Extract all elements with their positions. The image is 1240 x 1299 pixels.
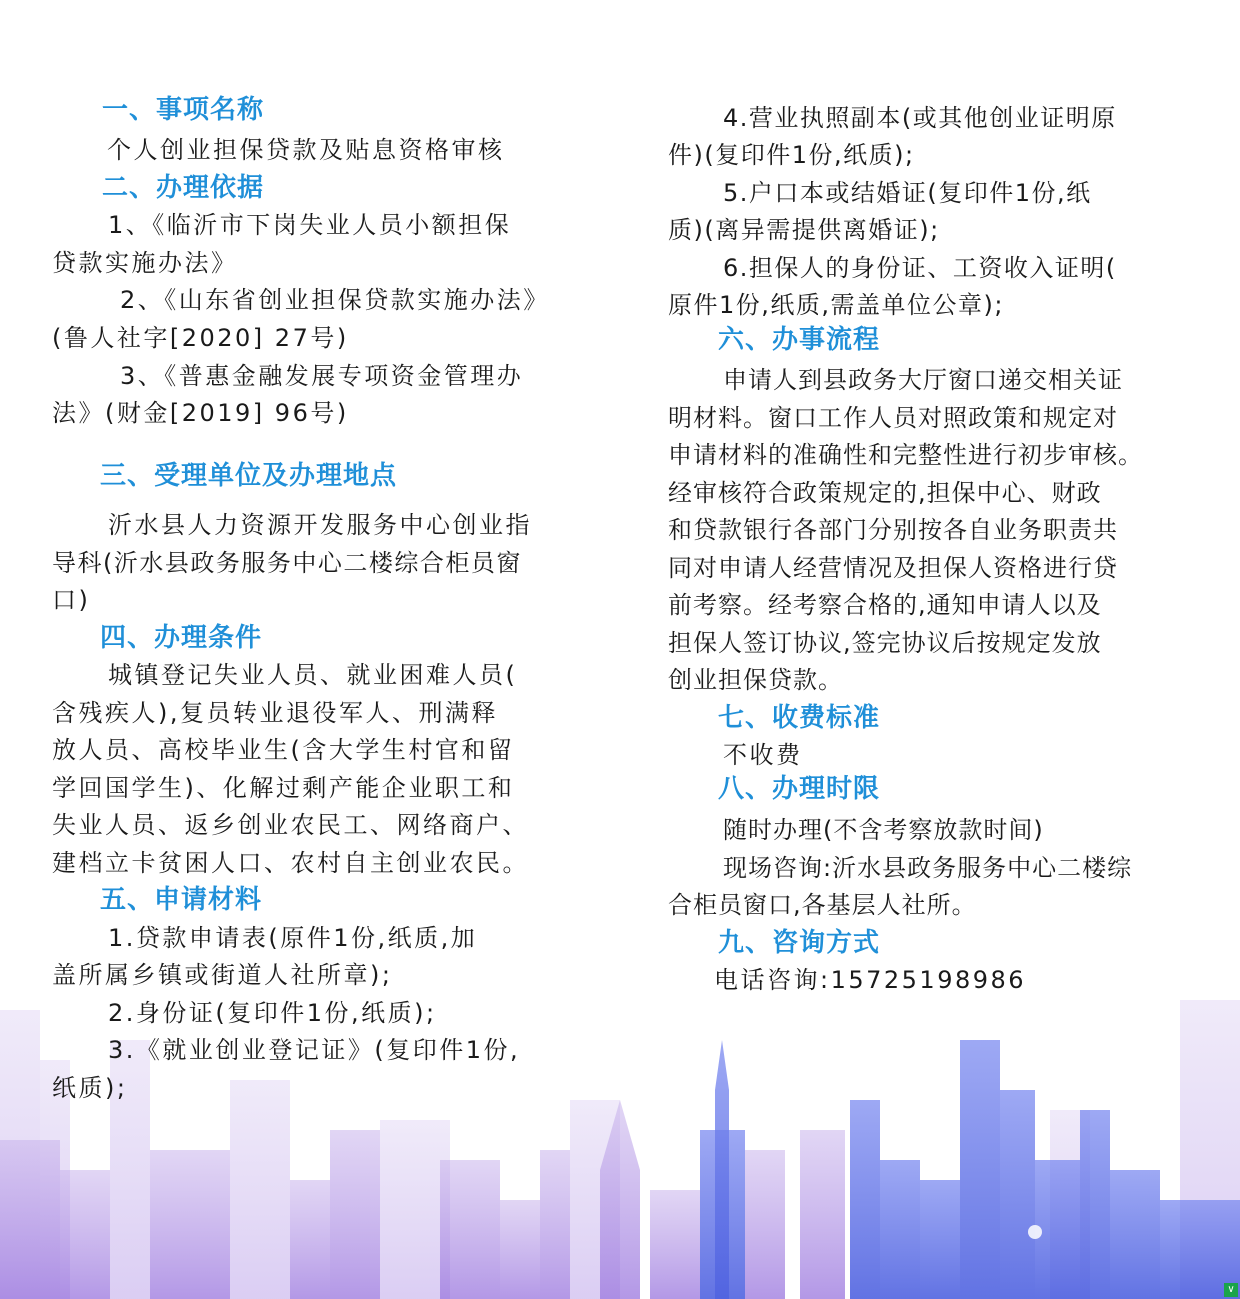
basis-line-2: 贷款实施办法》 bbox=[52, 249, 238, 277]
section-3-heading: 三、受理单位及办理地点 bbox=[100, 461, 398, 491]
materials-line-4: 3.《就业创业登记证》(复印件1份, bbox=[108, 1036, 521, 1064]
process-line-9: 创业担保贷款。 bbox=[668, 666, 843, 694]
conditions-line-2: 含残疾人),复员转业退役军人、刑满释 bbox=[52, 699, 498, 727]
materials-line-2: 盖所属乡镇或街道人社所章); bbox=[52, 961, 393, 989]
location-line-1: 沂水县人力资源开发服务中心创业指 bbox=[108, 511, 532, 539]
materials-line-8: 5.户口本或结婚证(复印件1份,纸 bbox=[723, 179, 1092, 207]
location-line-2: 导科(沂水县政务服务中心二楼综合柜员窗 bbox=[52, 549, 522, 577]
conditions-line-6: 建档立卡贫困人口、农村自主创业农民。 bbox=[52, 849, 529, 877]
basis-line-6: 法》(财金[2019] 96号) bbox=[52, 399, 349, 427]
section-9-heading: 九、咨询方式 bbox=[718, 928, 881, 958]
section-1-text: 个人创业担保贷款及贴息资格审核 bbox=[107, 136, 505, 164]
section-5-heading: 五、申请材料 bbox=[100, 885, 263, 915]
process-line-7: 前考察。经考察合格的,通知申请人以及 bbox=[668, 591, 1102, 619]
conditions-line-4: 学回国学生)、化解过剩产能企业职工和 bbox=[52, 774, 515, 802]
section-1-heading: 一、事项名称 bbox=[102, 95, 265, 125]
materials-line-10: 6.担保人的身份证、工资收入证明( bbox=[723, 254, 1117, 282]
corner-chevron-icon: ∨ bbox=[1224, 1283, 1238, 1297]
process-line-6: 同对申请人经营情况及担保人资格进行贷 bbox=[668, 554, 1118, 582]
time-limit-line-2: 现场咨询:沂水县政务服务中心二楼综 bbox=[723, 854, 1133, 882]
section-6-heading: 六、办事流程 bbox=[718, 325, 881, 355]
basis-line-5: 3、《普惠金融发展专项资金管理办 bbox=[120, 362, 524, 390]
time-limit-line-1: 随时办理(不含考察放款时间) bbox=[723, 816, 1044, 844]
phone-consult-text: 电话咨询:15725198986 bbox=[714, 966, 1027, 994]
materials-line-1: 1.贷款申请表(原件1份,纸质,加 bbox=[108, 924, 478, 952]
process-line-5: 和贷款银行各部门分别按各自业务职责共 bbox=[668, 516, 1118, 544]
section-4-heading: 四、办理条件 bbox=[100, 623, 263, 653]
conditions-line-1: 城镇登记失业人员、就业困难人员( bbox=[108, 661, 518, 689]
materials-line-6: 4.营业执照副本(或其他创业证明原 bbox=[723, 104, 1117, 132]
section-7-heading: 七、收费标准 bbox=[718, 703, 881, 733]
section-2-heading: 二、办理依据 bbox=[102, 173, 265, 203]
basis-line-1: 1、《临沂市下岗失业人员小额担保 bbox=[108, 211, 512, 239]
process-line-8: 担保人签订协议,签完协议后按规定发放 bbox=[668, 629, 1102, 657]
process-line-3: 申请材料的准确性和完整性进行初步审核。 bbox=[668, 441, 1143, 469]
fee-text: 不收费 bbox=[723, 741, 803, 769]
process-line-4: 经审核符合政策规定的,担保中心、财政 bbox=[668, 479, 1102, 507]
time-limit-line-3: 合柜员窗口,各基层人社所。 bbox=[668, 891, 977, 919]
materials-line-7: 件)(复印件1份,纸质); bbox=[668, 141, 915, 169]
materials-line-11: 原件1份,纸质,需盖单位公章); bbox=[668, 291, 1004, 319]
basis-line-3: 2、《山东省创业担保贷款实施办法》 bbox=[120, 286, 550, 314]
conditions-line-5: 失业人员、返乡创业农民工、网络商户、 bbox=[52, 811, 529, 839]
conditions-line-3: 放人员、高校毕业生(含大学生村官和留 bbox=[52, 736, 515, 764]
basis-line-4: (鲁人社字[2020] 27号) bbox=[52, 324, 349, 352]
materials-line-9: 质)(离异需提供离婚证); bbox=[668, 216, 940, 244]
materials-line-5: 纸质); bbox=[52, 1074, 128, 1102]
location-line-3: 口) bbox=[52, 586, 91, 614]
process-line-2: 明材料。窗口工作人员对照政策和规定对 bbox=[668, 404, 1118, 432]
section-8-heading: 八、办理时限 bbox=[718, 774, 881, 804]
process-line-1: 申请人到县政务大厅窗口递交相关证 bbox=[723, 366, 1123, 394]
materials-line-3: 2.身份证(复印件1份,纸质); bbox=[108, 999, 437, 1027]
